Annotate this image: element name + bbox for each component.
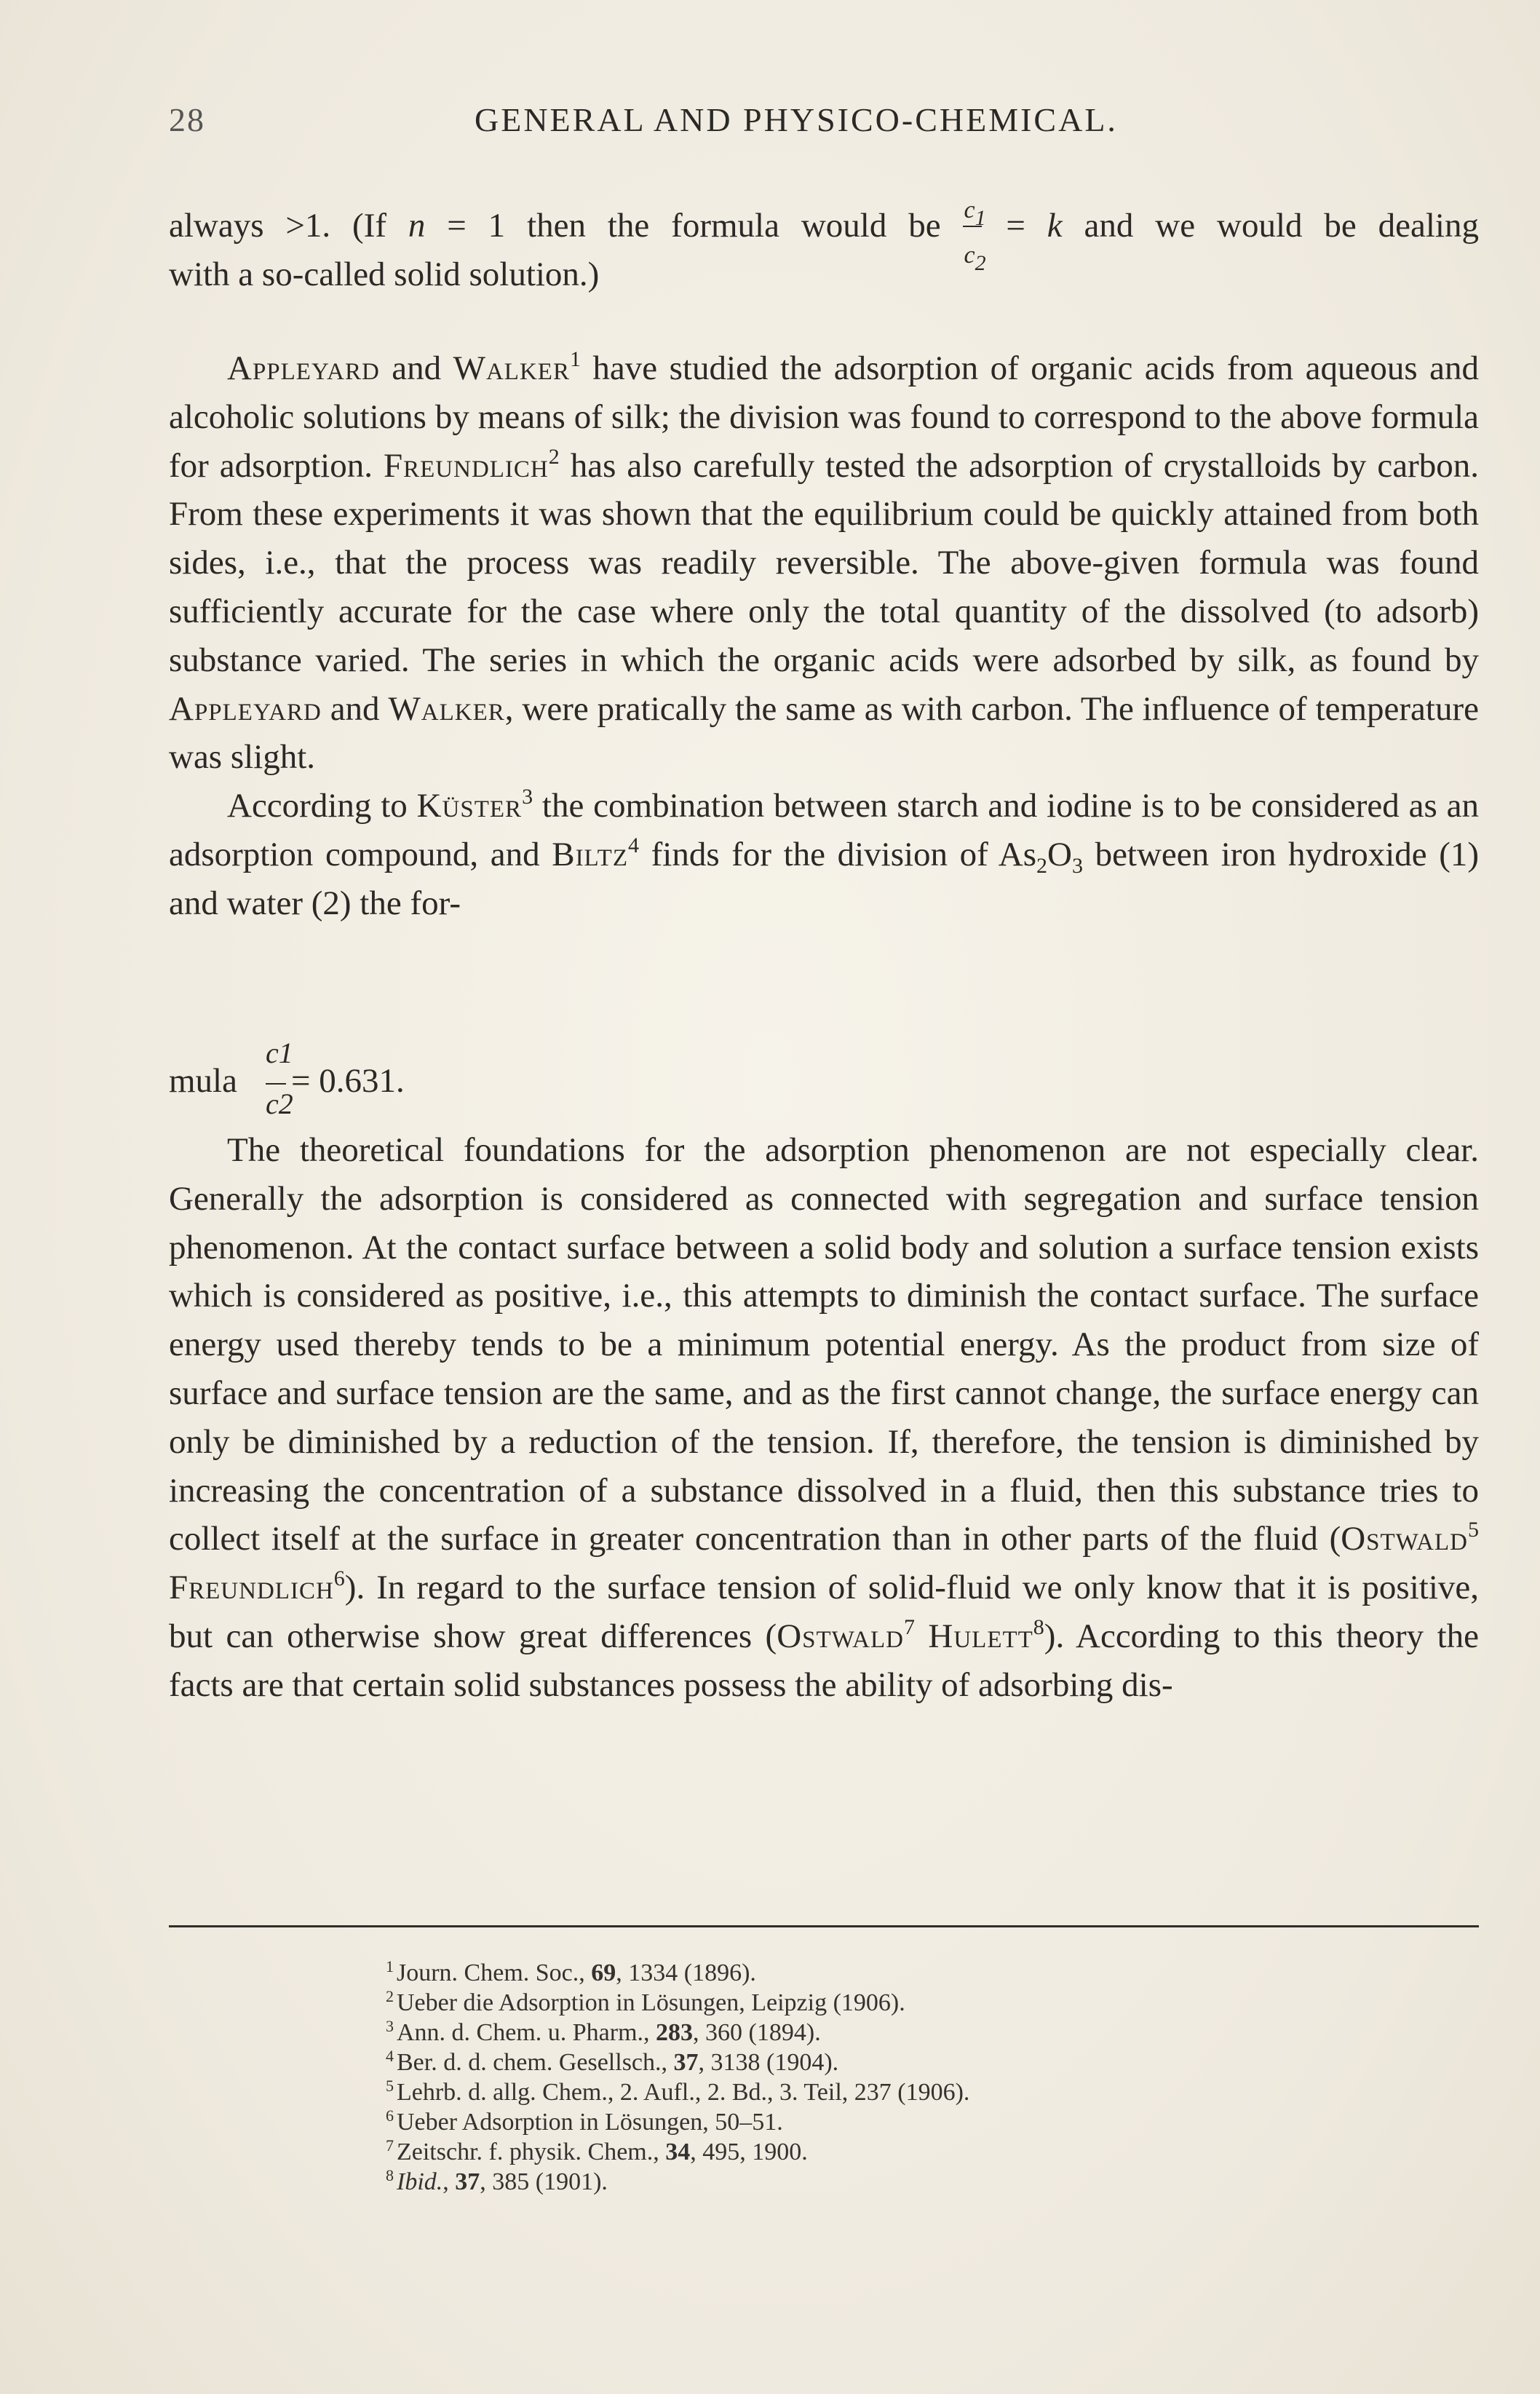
author-name: Ostwald — [777, 1617, 904, 1655]
text-run: have studied the adsorption of organic acids from aqueous and alcoholic solutions by means of silk; the division was found to correspond to the above formula for adsorption. — [169, 349, 1479, 485]
footnote-mark: 3 — [386, 2017, 394, 2035]
text-run: , were pratically the same as with carbon. The influence of temperature was slight. — [169, 689, 1479, 777]
footnote-mark: 1 — [386, 1957, 394, 1975]
footnote-ref: 7 — [903, 1614, 915, 1639]
author-name: Biltz — [552, 835, 629, 873]
running-title: GENERAL AND PHYSICO-CHEMICAL. — [475, 101, 1118, 138]
footnote-volume: 69 — [591, 1959, 616, 1986]
footnote-text: Journ. Chem. Soc., — [397, 1959, 592, 1986]
formula-denominator: c2 — [266, 1087, 293, 1120]
footnote-mark: 2 — [386, 1987, 394, 2005]
page-header — [169, 100, 1450, 144]
footnote-2 — [386, 1988, 1332, 2018]
footnote-8 — [386, 2167, 1332, 2197]
footnote-text: Ibid. — [397, 2168, 443, 2195]
author-name: Küster — [416, 787, 523, 825]
chem-subscript: 3 — [1071, 853, 1083, 878]
formula-word: mula — [169, 1062, 237, 1100]
footnote-ref: 1 — [569, 347, 581, 371]
text-run: According to — [227, 787, 417, 825]
footnote-4 — [386, 2048, 1332, 2077]
footnote-volume: 37 — [673, 2049, 699, 2076]
footnote-text: Lehrb. d. allg. Chem., 2. Aufl., 2. Bd., 3. Teil, 237 (1906). — [397, 2079, 970, 2106]
footnote-text: , 495, 1900. — [690, 2139, 808, 2165]
author-name: Appleyard — [227, 349, 380, 387]
footnote-mark: 5 — [386, 2077, 394, 2095]
math-n: n — [408, 207, 426, 245]
footnote-mark: 4 — [386, 2047, 394, 2065]
author-name: Walker — [388, 689, 505, 728]
footnote-3 — [386, 2018, 1332, 2048]
footnote-volume: 34 — [665, 2139, 691, 2165]
author-name: Ostwald — [1341, 1520, 1468, 1558]
formula-fraction-bar — [266, 1083, 286, 1085]
chem-subscript: 2 — [1036, 853, 1048, 878]
formula-c1-over-c2 — [169, 1036, 897, 1120]
paragraph-1 — [169, 196, 1479, 299]
footnotes — [386, 1958, 1332, 2197]
author-name: Appleyard — [169, 689, 322, 728]
footnote-text: , 1334 (1896). — [616, 1959, 756, 1986]
fraction-bar — [963, 226, 982, 227]
author-name: Freundlich — [383, 446, 549, 485]
fraction-denominator: c — [964, 241, 975, 269]
footnote-text: , 3138 (1904). — [698, 2049, 839, 2076]
footnote-ref: 6 — [333, 1566, 345, 1591]
text-run: has also carefully tested the adsorption of crystalloids by carbon. From these experiments it was shown that the equilibrium could be quickly attained from both sides, i.e., that the process was readily reversible. The above-given formula was found sufficiently accurate for the case where only the total quantity of the dissolved (to adsorb) substance varied. The series in which the organic acids were adsorbed by silk, as found by — [169, 446, 1479, 679]
text-run: always >1. (If — [169, 207, 408, 245]
fraction-denominator-subscript: 2 — [975, 250, 986, 275]
formula-numerator: c1 — [266, 1037, 293, 1069]
text-run: O — [1047, 835, 1072, 873]
footnote-text: Ann. d. Chem. u. Pharm., — [397, 2019, 656, 2046]
footnote-text: Ueber Adsorption in Lösungen, 50–51. — [397, 2109, 783, 2136]
text-run: = 1 then the formula would be — [425, 207, 963, 245]
footnote-ref: 2 — [548, 444, 560, 469]
paragraph-4 — [169, 1126, 1479, 1710]
footnote-mark: 7 — [386, 2136, 394, 2155]
text-run: and — [379, 349, 453, 387]
footnote-text: Ber. d. d. chem. Gesellsch., — [397, 2049, 674, 2076]
footnote-ref: 4 — [628, 833, 640, 857]
paragraph-1-line-2: with a so-called solid solution.) — [169, 255, 600, 293]
footnote-text: Ueber die Adsorption in Lösungen, Leipzig (1906). — [397, 1989, 905, 2016]
fraction-numerator-subscript: 1 — [975, 205, 986, 230]
fraction-numerator: c — [964, 196, 975, 223]
footnote-1 — [386, 1958, 1332, 1988]
footnote-divider — [169, 1925, 1479, 1927]
author-name: Hulett — [928, 1617, 1033, 1655]
text-run: ). In regard to the surface tension of solid-fluid we only know that it is positive, but can otherwise show great differences ( — [169, 1569, 1479, 1655]
math-k: k — [1047, 207, 1063, 245]
footnote-7 — [386, 2137, 1332, 2167]
footnote-volume: 283 — [656, 2019, 694, 2046]
author-name: Freundlich — [169, 1569, 334, 1607]
text-run: between iron hydroxide (1) and water (2) the for- — [169, 835, 1480, 922]
footnote-mark: 6 — [386, 2106, 394, 2125]
text-run: The theoretical foundations for the adsorption phenomenon are not especially clear. Generally the adsorption is considered as connected with segregation and surface tension phenomenon. At the contact surface between a solid body and solution a surface tension exists which is considered as positive, i.e., this attempts to diminish the contact surface. The surface energy used thereby tends to be a minimum potential energy. As the product from size of surface and surface tension are the same, and as the first cannot change, the surface energy can only be diminished by a reduction of the tension. If, therefore, the tension is diminished by increasing the concentration of a substance dissolved in a fluid, then this substance tries to collect itself at the surface in greater concentration than in other parts of the fluid ( — [169, 1131, 1479, 1558]
formula-value: = 0.631. — [291, 1062, 405, 1100]
footnote-comma: , — [442, 2168, 456, 2195]
footnote-volume: 37 — [455, 2168, 480, 2195]
footnote-6 — [386, 2107, 1332, 2137]
footnote-ref: 3 — [522, 785, 533, 809]
paragraph-2 — [169, 344, 1479, 928]
page-number: 28 — [169, 101, 205, 138]
text-run: = — [984, 207, 1047, 245]
text-run: and — [321, 689, 389, 728]
author-name: Walker — [453, 349, 570, 387]
footnote-5 — [386, 2077, 1332, 2107]
text-run: ). According to this theory the facts are that certain solid substances possess the ability of adsorbing dis- — [169, 1617, 1480, 1704]
text-run: and we would be dealing — [1062, 207, 1479, 245]
paragraph-3 — [169, 782, 1479, 927]
footnote-mark: 8 — [386, 2166, 394, 2184]
text-run: finds for the division of As — [639, 835, 1037, 873]
footnote-text: , 360 (1894). — [693, 2019, 821, 2046]
text-run: the combination between starch and iodine is to be considered as an adsorption compound, and — [169, 787, 1479, 873]
footnote-ref: 8 — [1033, 1614, 1044, 1639]
footnote-text: Zeitschr. f. physik. Chem., — [397, 2139, 666, 2165]
text-run — [915, 1617, 928, 1655]
footnote-text: , 385 (1901). — [480, 2168, 608, 2195]
footnote-ref: 5 — [1468, 1518, 1479, 1542]
